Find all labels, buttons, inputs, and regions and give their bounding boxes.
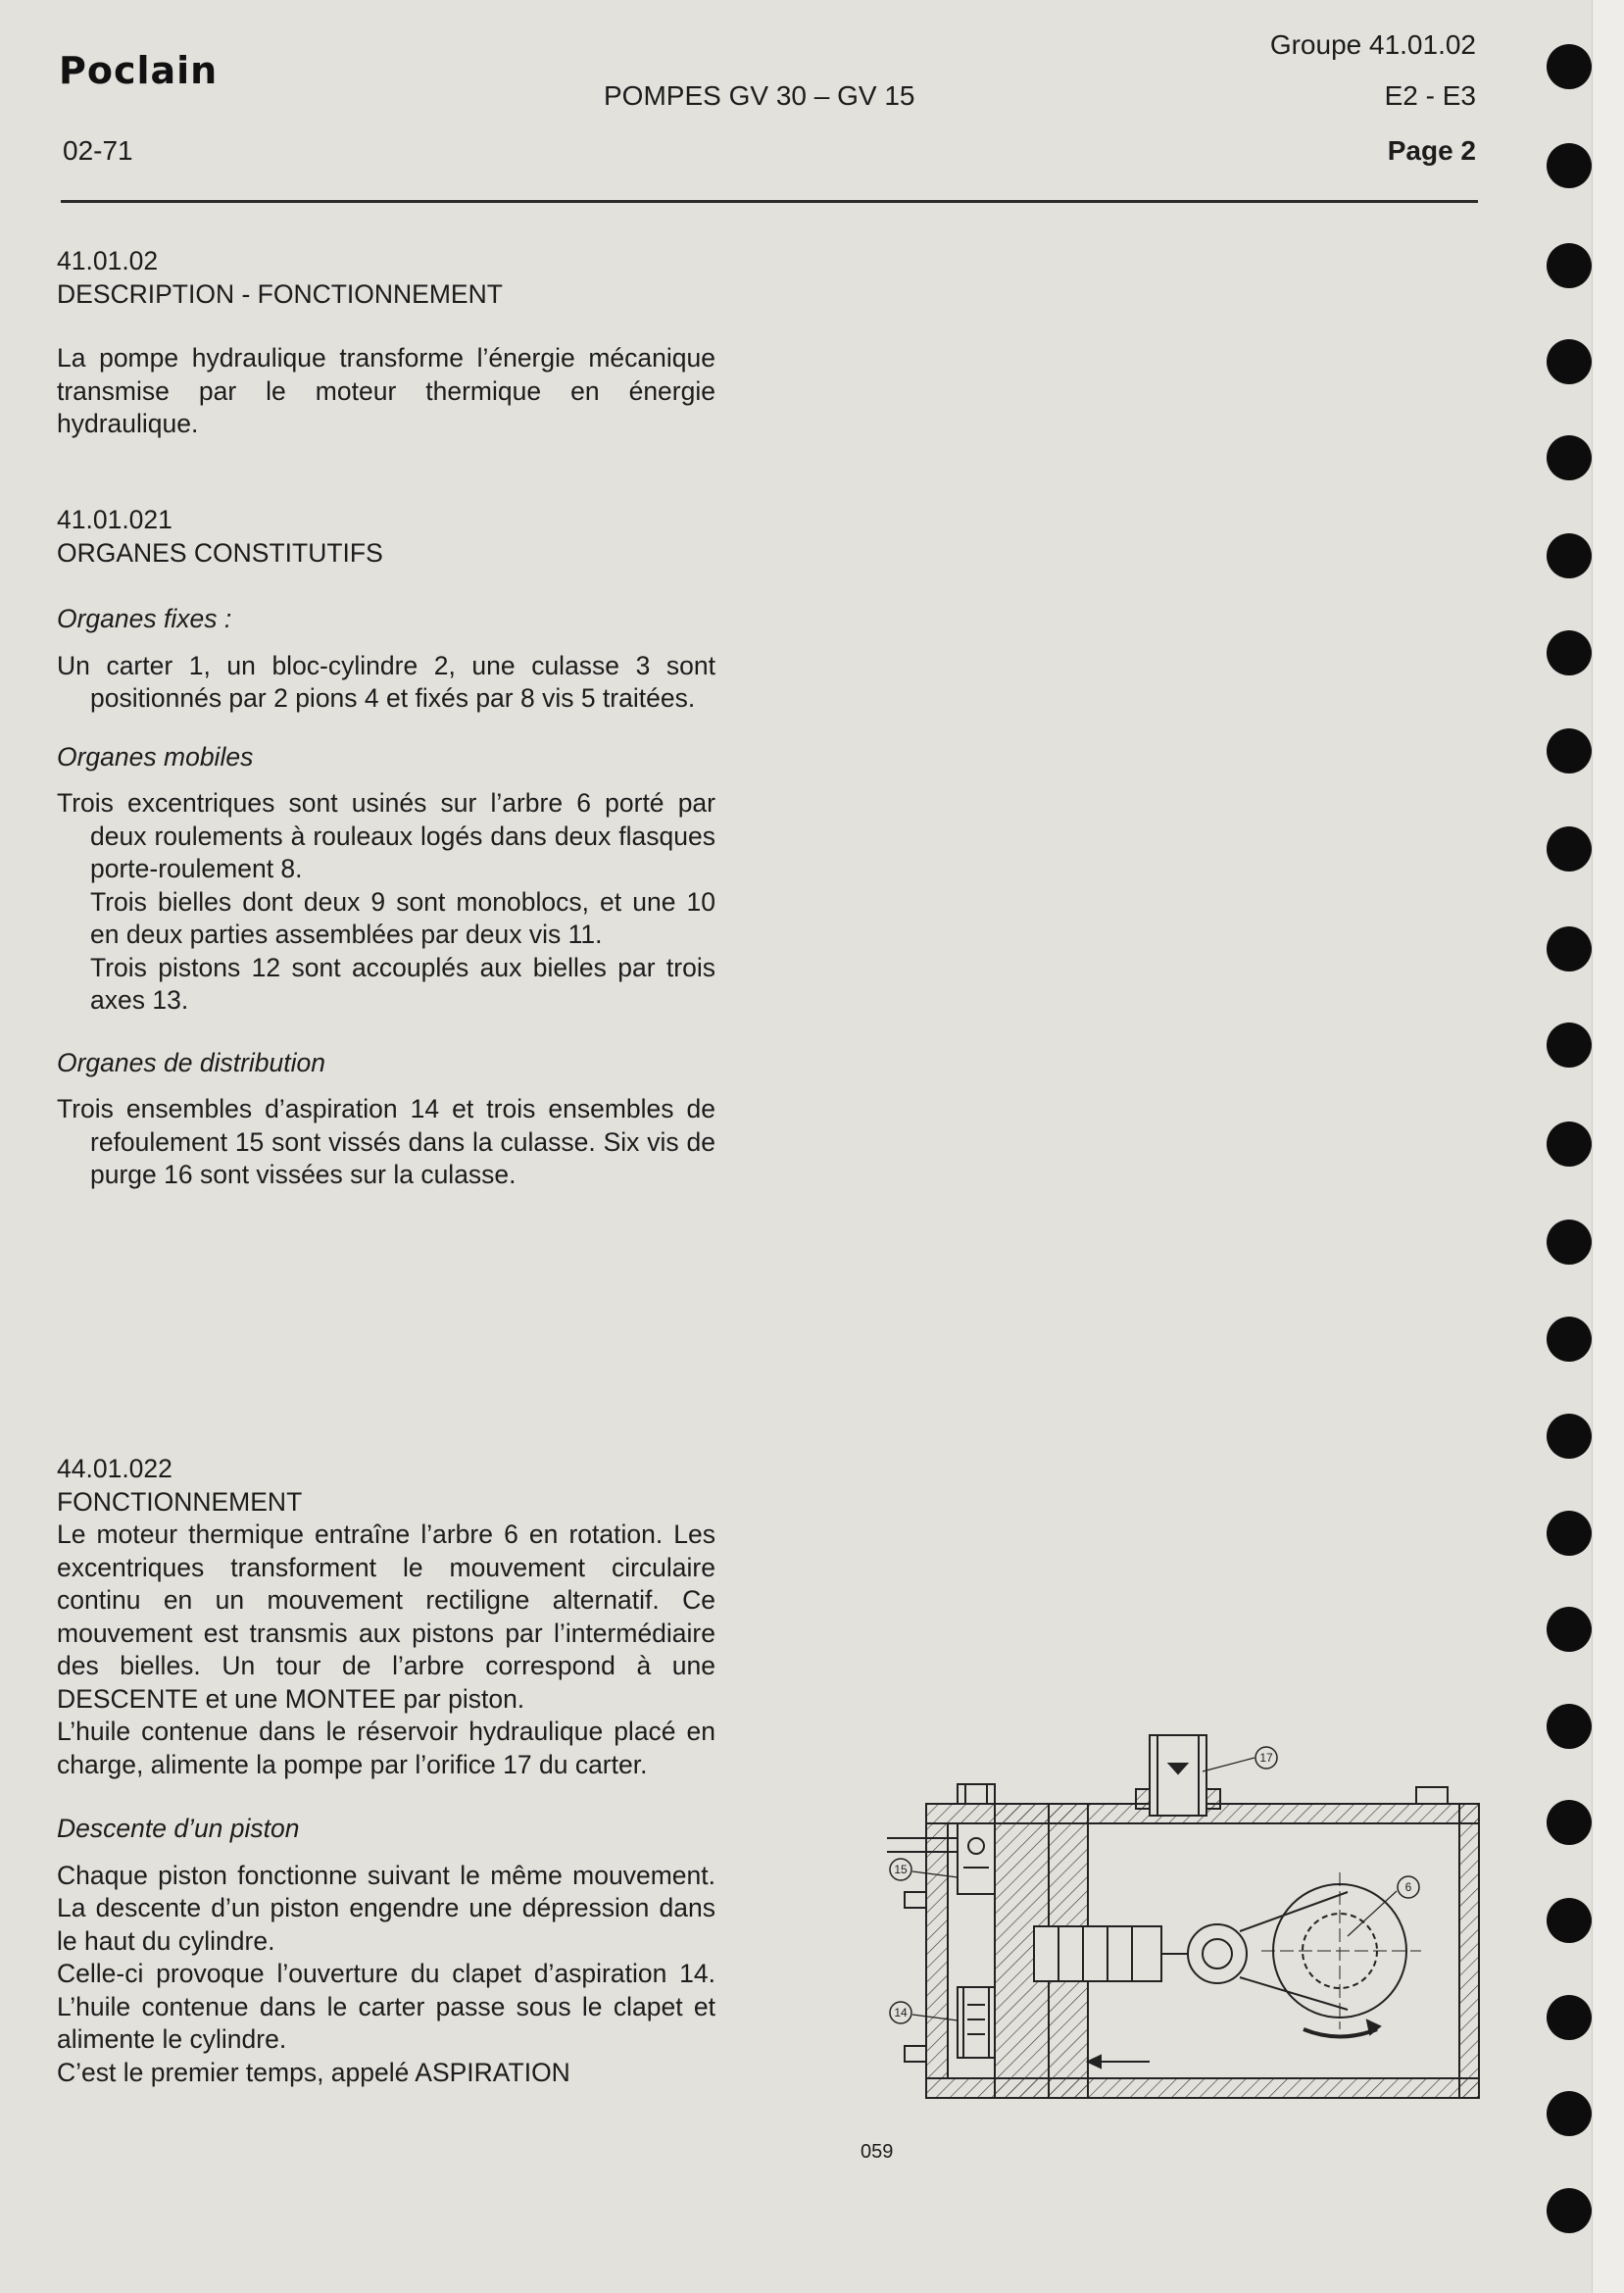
section-number: 41.01.02 — [57, 246, 159, 275]
binding-hole — [1547, 630, 1592, 675]
group-number: Groupe 41.01.02 — [1269, 29, 1476, 60]
binding-hole — [1547, 533, 1592, 578]
bolt-head — [958, 1784, 995, 1804]
label-14: 14 — [894, 2006, 908, 2019]
paragraph: Celle-ci provoque l’ouverture du clapet d’aspiration 14. L’huile contenue dans le carter passe sous le clapet et alimente le cylindre. — [57, 1959, 715, 2054]
paragraph: Trois ensembles d’aspiration 14 et trois ensembles de refoulement 15 sont vissés dans la culasse. Six vis de purge 16 sont vissées sur la culasse. — [57, 1094, 715, 1189]
binding-hole — [1547, 1607, 1592, 1652]
paragraph: Un carter 1, un bloc-cylindre 2, une culasse 3 sont positionnés par 2 pions 4 et fixés par 8 vis 5 traitées. — [57, 650, 715, 713]
piston-pin — [1188, 1924, 1247, 1983]
binding-hole — [1547, 1220, 1592, 1265]
section-title: ORGANES CONSTITUTIFS — [57, 537, 383, 568]
paragraph: Chaque piston fonctionne suivant le même mouvement. La descente d’un piston engendre une dépression dans le haut du cylindre. — [57, 1860, 715, 1956]
section-description — [57, 245, 715, 441]
paragraph: L’huile contenue dans le réservoir hydraulique placé en charge, alimente la pompe par l’orifice 17 du carter. — [57, 1717, 715, 1779]
figure-number: 059 — [861, 2141, 894, 2163]
binding-hole — [1547, 1898, 1592, 1943]
page-number: Page 2 — [1387, 135, 1476, 166]
binding-hole — [1547, 926, 1592, 972]
section-organes — [57, 504, 715, 1192]
section-title: DESCRIPTION - FONCTIONNEMENT — [57, 278, 503, 309]
binding-hole — [1547, 44, 1592, 89]
section-number: 44.01.022 — [57, 1454, 172, 1483]
paragraph: Le moteur thermique entraîne l’arbre 6 en rotation. Les excentriques transforment le mouvement circulaire continu en un mouvement rectiligne alternatif. Ce mouvement est transmis aux pistons par l’intermédiaire des bielles. Un tour de l’arbre correspond à une DESCENTE et une MONTEE par piston. — [57, 1520, 715, 1714]
label-17: 17 — [1259, 1751, 1273, 1765]
binding-hole — [1547, 1317, 1592, 1362]
binding-hole — [1547, 2188, 1592, 2233]
poclain-logo: Poclain — [59, 49, 219, 92]
paragraph: Trois pistons 12 sont accouplés aux bielles par trois axes 13. — [90, 952, 715, 1015]
left-wall — [926, 1823, 948, 2078]
section-number: 41.01.021 — [57, 505, 172, 534]
piston — [1034, 1926, 1161, 1981]
binding-hole — [1547, 2091, 1592, 2136]
subheading-organes-mobiles: Organes mobiles — [57, 741, 254, 772]
binding-hole — [1547, 1122, 1592, 1167]
paragraph: Trois excentriques sont usinés sur l’arbre 6 porté par deux roulements à rouleaux logés dans deux flasques porte-roulement 8. — [57, 788, 715, 883]
binding-hole — [1547, 826, 1592, 872]
rotation-arrow-icon — [1304, 2029, 1377, 2037]
document-title: POMPES GV 30 – GV 15 — [604, 80, 915, 111]
binding-hole — [1547, 728, 1592, 773]
paragraph: Trois bielles dont deux 9 sont monoblocs, et une 10 en deux parties assemblées par deux vis 11. — [90, 886, 715, 949]
binding-hole — [1547, 1022, 1592, 1068]
label-15: 15 — [894, 1863, 908, 1876]
subheading-organes-fixes: Organes fixes : — [57, 604, 232, 633]
paragraph: La pompe hydraulique transforme l’énergie mécanique transmise par le moteur thermique en énergie hydraulique. — [57, 343, 715, 438]
binding-hole — [1547, 1511, 1592, 1556]
delivery-valve — [958, 1823, 995, 1894]
section-code: E2 - E3 — [1384, 80, 1476, 111]
section-title: FONCTIONNEMENT — [57, 1486, 303, 1517]
pump-section-diagram — [887, 1730, 1487, 2103]
section-fonctionnement — [57, 1453, 715, 2089]
subheading-organes-distribution: Organes de distribution — [57, 1047, 325, 1077]
bolt-head — [1416, 1787, 1448, 1804]
binding-hole — [1547, 1800, 1592, 1845]
binding-hole — [1547, 1704, 1592, 1749]
binding-hole — [1547, 1414, 1592, 1459]
housing-right-wall — [1459, 1804, 1479, 2098]
document-date: 02-71 — [63, 135, 133, 166]
header-rule — [61, 200, 1478, 203]
binding-hole — [1547, 435, 1592, 480]
binding-hole — [1547, 143, 1592, 188]
subheading-descente: Descente d’un piston — [57, 1814, 300, 1843]
binding-hole — [1547, 1995, 1592, 2040]
purge-screw — [905, 2046, 926, 2062]
binding-hole — [1547, 243, 1592, 288]
binding-hole — [1547, 339, 1592, 384]
binding-edge — [1592, 0, 1624, 2293]
binding-holes — [1547, 0, 1592, 2293]
paragraph: C’est le premier temps, appelé ASPIRATION — [57, 2057, 570, 2087]
purge-screw — [905, 1892, 926, 1908]
label-6: 6 — [1404, 1880, 1412, 1894]
